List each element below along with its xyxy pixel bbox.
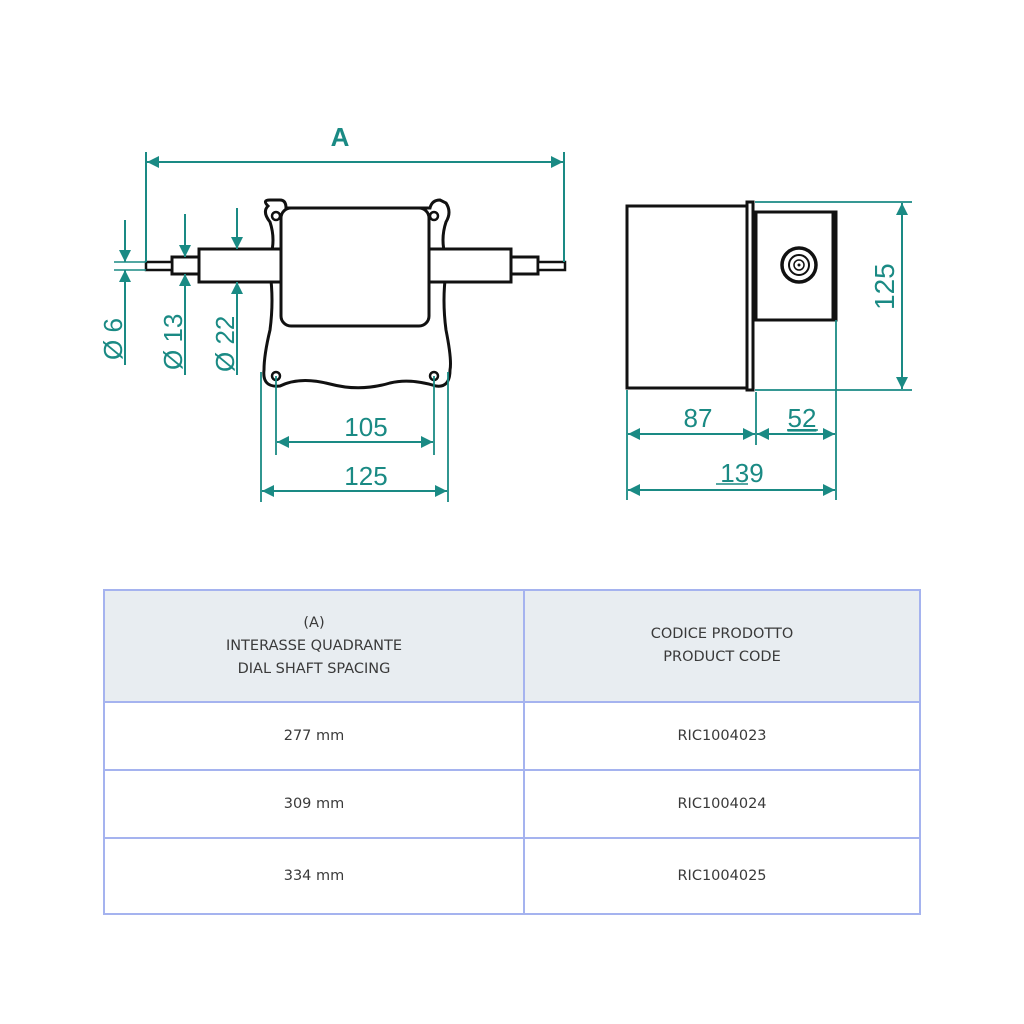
dim-height: 125 xyxy=(869,263,900,310)
dim-cap-depth: 52 xyxy=(787,403,817,433)
product-spec-table xyxy=(103,589,921,915)
side-view xyxy=(627,202,912,500)
dim-shaft-6: Ø 6 xyxy=(98,318,128,360)
header-line: PRODUCT CODE xyxy=(663,649,781,665)
cell-spacing: 277 mm xyxy=(104,702,524,770)
header-line: INTERASSE QUADRANTE xyxy=(225,637,403,654)
dim-total-depth: 139 xyxy=(720,458,764,488)
header-line: DIAL SHAFT SPACING xyxy=(237,660,391,677)
table-header-row xyxy=(104,590,920,702)
table-row xyxy=(104,770,920,838)
header-shaft-spacing xyxy=(104,590,524,702)
header-line: (A) xyxy=(303,614,325,631)
dim-shaft-13: Ø 13 xyxy=(158,313,188,370)
cell-spacing: 309 mm xyxy=(104,770,524,838)
motor-body xyxy=(281,208,429,326)
dimension-a-label: A xyxy=(330,122,350,152)
front-view xyxy=(98,122,565,502)
table-row xyxy=(104,838,920,914)
cell-code: RIC1004023 xyxy=(524,702,920,770)
header-line: CODICE PRODOTTO xyxy=(650,626,794,642)
cell-code: RIC1004025 xyxy=(524,838,920,914)
side-body xyxy=(627,206,747,388)
cell-spacing: 334 mm xyxy=(104,838,524,914)
dim-body-width: 125 xyxy=(344,461,388,491)
cell-code: RIC1004024 xyxy=(524,770,920,838)
dim-body-depth: 87 xyxy=(683,403,713,433)
dim-shaft-22: Ø 22 xyxy=(210,315,240,372)
table-row xyxy=(104,702,920,770)
dim-hole-spacing: 105 xyxy=(344,412,388,442)
header-product-code xyxy=(524,590,920,702)
